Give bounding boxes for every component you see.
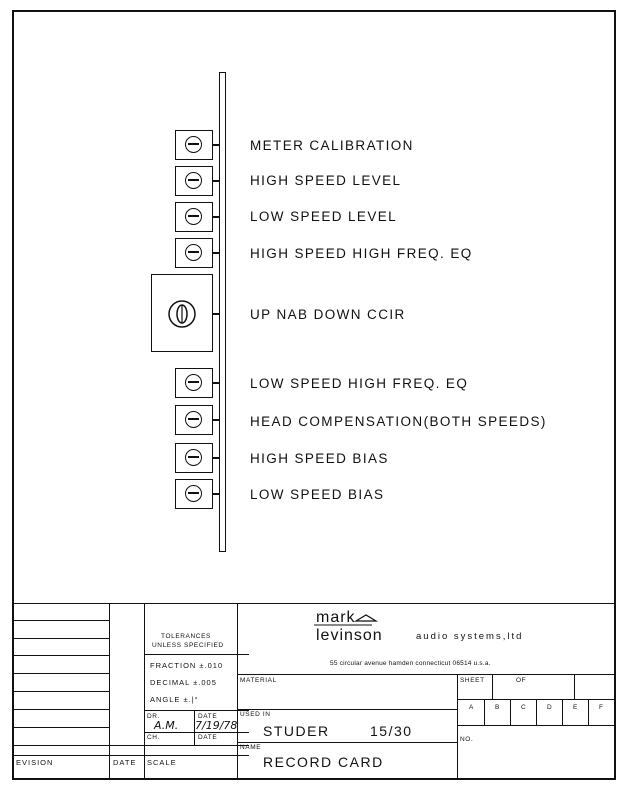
title-block-top-rule [14,603,614,604]
trimpot-screw-icon [185,136,202,153]
right-section-divider [237,603,238,778]
drawn-by-value: A.M. [154,719,179,732]
checked-date-label: DATE [198,734,218,741]
label-low-speed-high-freq-eq: LOW SPEED HIGH FREQ. EQ [250,376,469,391]
rev-letter-divider [510,699,511,725]
trimpot-low-speed-level [175,202,213,232]
logo-mark-text: mark [316,609,356,626]
material-label: MATERIAL [240,677,277,684]
trimpot-low-speed-bias [175,479,213,509]
rev-letter-divider [536,699,537,725]
name-rule [237,742,457,743]
fraction-tolerance: FRACTION ±.010 [150,661,224,670]
label-nab-ccir-switch: UP NAB DOWN CCIR [250,307,406,322]
used-in-rule [237,709,457,710]
trimpot-high-speed-bias [175,443,213,473]
mark-levinson-logo [314,607,404,647]
rev-letter-d: D [547,704,553,711]
rev-grid-line [14,691,109,692]
rev-grid-line [14,755,249,756]
company-address: 55 circular avenue hamden connecticut 06514 u.s.a. [330,660,491,667]
rev-grid-line [14,655,109,656]
rev-grid-line [14,709,109,710]
rev-letter-c: C [521,704,527,711]
tolerances-heading: TOLERANCES [161,633,211,640]
trimpot-screw-icon [185,244,202,261]
rev-letter-b: B [495,704,500,711]
checked-by-label: CH. [147,734,160,741]
trimpot-high-speed-level [175,166,213,196]
trimpot-low-speed-high-freq-eq [175,368,213,398]
trimpot-screw-icon [185,172,202,189]
used-in-value: STUDER [263,723,330,739]
trimpot-screw-icon [185,485,202,502]
label-head-compensation: HEAD COMPENSATION(BOTH SPEEDS) [250,414,547,429]
date-value: 7/19/78 [195,719,238,732]
rotary-switch-icon [152,275,212,351]
trimpot-screw-icon [185,374,202,391]
of-box-divider [574,674,575,699]
label-low-speed-level: LOW SPEED LEVEL [250,209,398,224]
tolerance-rule [144,654,249,655]
nab-ccir-switch [151,274,213,352]
model-number: 15/30 [370,723,413,739]
rev-grid-line [14,673,109,674]
used-in-label: USED IN [240,711,271,718]
rev-grid-line [14,638,109,639]
company-name: audio systems,ltd [416,631,524,642]
drawing-name: RECORD CARD [263,754,384,770]
logo-levinson-text: levinson [316,627,383,644]
trimpot-screw-icon [185,449,202,466]
label-meter-calibration: METER CALIBRATION [250,138,414,153]
decimal-tolerance: DECIMAL ±.005 [150,678,217,687]
tolerance-rule [144,710,249,711]
revision-label: EVISION [16,758,54,767]
rev-letter-divider [562,699,563,725]
rev-letter-divider [484,699,485,725]
revision-date-label: DATE [113,758,137,767]
rev-grid-line [14,745,249,746]
sheet-label: SHEET [460,677,485,684]
rev-letter-a: A [469,704,474,711]
rev-grid-divider [144,603,145,778]
rev-letter-divider [588,699,589,725]
label-low-speed-bias: LOW SPEED BIAS [250,487,385,502]
rev-grid-line [14,727,109,728]
trimpot-high-speed-high-freq-eq [175,238,213,268]
trimpot-head-compensation [175,405,213,435]
label-high-speed-high-freq-eq: HIGH SPEED HIGH FREQ. EQ [250,246,473,261]
angle-tolerance: ANGLE ±.|° [150,695,199,704]
trimpot-screw-icon [185,411,202,428]
title-block [14,603,614,778]
drawing-no-label: NO. [460,736,474,743]
rev-letter-e: E [573,704,578,711]
rev-letter-f: F [599,704,604,711]
material-rule [237,674,614,675]
date-label: DATE [198,713,218,720]
label-high-speed-level: HIGH SPEED LEVEL [250,173,402,188]
tolerances-subheading: UNLESS SPECIFIED [152,642,224,649]
trimpot-meter-calibration [175,130,213,160]
sheet-box-divider [492,674,493,699]
no-rule [457,725,614,726]
of-label: OF [516,677,527,684]
rev-grid-divider [109,603,110,778]
scale-label: SCALE [147,758,177,767]
name-label: NAME [240,744,262,751]
trimpot-screw-icon [185,208,202,225]
drawn-by-label: DR. [147,713,160,720]
card-edge-rail [219,72,226,552]
rev-grid-line [14,620,109,621]
dr-rule [144,732,249,733]
label-high-speed-bias: HIGH SPEED BIAS [250,451,389,466]
